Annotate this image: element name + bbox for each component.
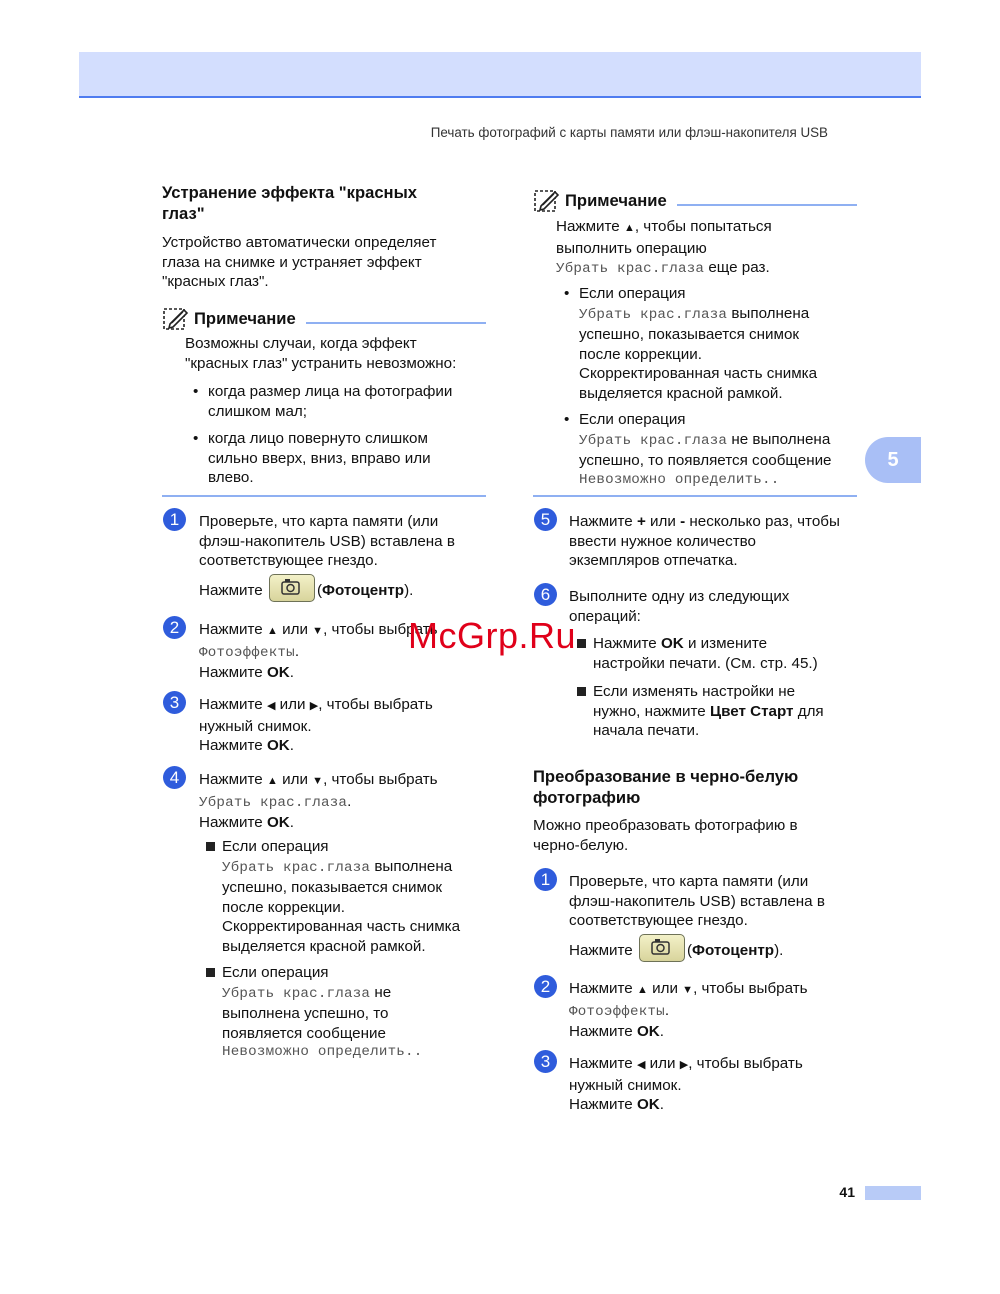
- note-pencil-icon: [533, 188, 561, 214]
- left-note: [162, 306, 486, 332]
- section-title-bw: Преобразование в черно-белую фотографию: [533, 767, 799, 807]
- left-note-bullet: • когда размер лица на фотографии слишком мал;: [193, 383, 453, 420]
- step-number: 5: [534, 508, 557, 531]
- right-step-6-sub: Нажмите OK и измените настройки печати. (См. стр. 45.): [593, 634, 818, 673]
- running-header: Печать фотографий с карты памяти или флэш-накопителя USB: [430, 125, 828, 140]
- left-step-4-sub: Если операция Убрать крас.глаза выполнена успешно, показывается снимок после коррекции. Скорректированная часть снимка выделяется красной рамкой.: [222, 837, 460, 957]
- right-intro: Можно преобразовать фотографию в черно-белую.: [533, 817, 798, 854]
- right-note-bullet: • Если операция Убрать крас.глаза выполнена успешно, показывается снимок после коррекции. Скорректированная часть снимка выделяется красной рамкой.: [564, 285, 818, 402]
- step-number: 6: [534, 583, 557, 606]
- step-number: 1: [163, 508, 186, 531]
- left-note-bullet: • когда лицо повернуто слишком сильно вверх, вниз, вправо или влево.: [193, 430, 431, 487]
- right-note-text: Нажмите ▲, чтобы попытаться выполнить операцию Убрать крас.глаза еще раз.: [556, 218, 772, 278]
- right-step-5: Нажмите + или - несколько раз, чтобы ввести нужное количество экземпляров отпечатка.: [569, 513, 840, 570]
- right-step-3: Нажмите ◀ или ▶, чтобы выбрать нужный снимок. Нажмите OK.: [569, 1055, 803, 1114]
- top-banner: [79, 52, 921, 98]
- step-number: 2: [163, 616, 186, 639]
- right-step-6-sub: Если изменять настройки не нужно, нажмите Цвет Старт для начала печати.: [593, 682, 824, 741]
- note-title: Примечание: [194, 309, 296, 329]
- right-step-6: Выполните одну из следующих операций:: [569, 588, 790, 625]
- page-number-bar: [865, 1186, 921, 1200]
- note-divider: [533, 495, 857, 497]
- left-step-4-sub: Если операция Убрать крас.глаза не выполнена успешно, то появляется сообщение Невозможно определить..: [222, 963, 422, 1063]
- step-number: 3: [163, 691, 186, 714]
- section-title-red-eye: Устранение эффекта "красных глаз": [162, 183, 417, 223]
- note-divider: [162, 495, 486, 497]
- left-step-3: Нажмите ◀ или ▶, чтобы выбрать нужный снимок. Нажмите OK.: [199, 696, 433, 755]
- step-number: 3: [534, 1050, 557, 1073]
- left-step-4: Нажмите ▲ или ▼, чтобы выбрать Убрать крас.глаза. Нажмите OK.: [199, 771, 438, 832]
- watermark: McGrp.Ru: [408, 615, 577, 656]
- right-note: [533, 188, 857, 214]
- right-note-bullet: • Если операция Убрать крас.глаза не выполнена успешно, то появляется сообщение Невозможно определить..: [564, 411, 832, 488]
- left-note-text: Возможны случаи, когда эффект "красных глаз" устранить невозможно:: [185, 335, 457, 372]
- photo-center-button-icon: [269, 574, 315, 602]
- photo-center-button-icon: [639, 934, 685, 962]
- step-number: 4: [163, 766, 186, 789]
- page-number: 41: [839, 1184, 855, 1200]
- right-step-1: Проверьте, что карта памяти (или флэш-накопитель USB) вставлена в соответствующее гнездо. Нажмите (Фотоцентр).: [569, 872, 825, 962]
- step-number: 2: [534, 975, 557, 998]
- left-intro: Устройство автоматически определяет глаза на снимке и устраняет эффект "красных глаз".: [162, 234, 437, 291]
- step-number: 1: [534, 868, 557, 891]
- chapter-tab: 5: [865, 437, 921, 483]
- right-step-2: Нажмите ▲ или ▼, чтобы выбрать Фотоэффекты. Нажмите OK.: [569, 980, 808, 1041]
- left-step-2: Нажмите ▲ или ▼, чтобы выбрать Фотоэффекты. Нажмите OK.: [199, 621, 438, 682]
- left-step-1: Проверьте, что карта памяти (или флэш-накопитель USB) вставлена в соответствующее гнездо. Нажмите (Фотоцентр).: [199, 512, 455, 602]
- note-pencil-icon: [162, 306, 190, 332]
- note-title: Примечание: [565, 191, 667, 211]
